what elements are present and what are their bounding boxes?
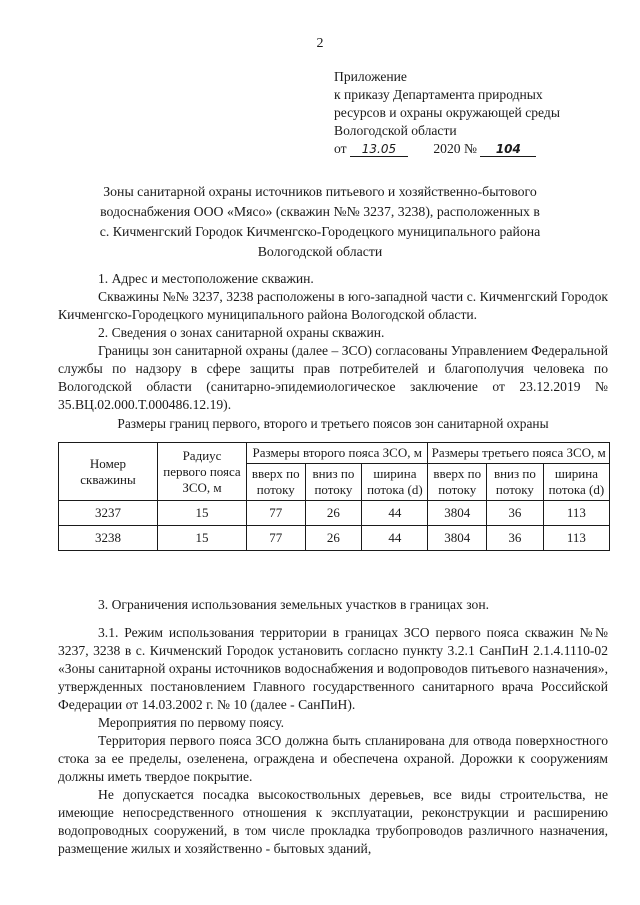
order-year: 2020: [433, 141, 461, 156]
document-title: [40, 182, 600, 262]
table-cell: 36: [487, 526, 544, 551]
title-line: Вологодской области: [257, 244, 383, 259]
order-date-line: [334, 140, 624, 158]
section-1-heading: 1. Адрес и местоположение скважин.: [98, 271, 314, 286]
appendix-line: ресурсов и охраны окружающей среды: [334, 105, 560, 120]
section-2-heading: 2. Сведения о зонах санитарной охраны скважин.: [98, 325, 385, 340]
table-cell: 15: [158, 501, 247, 526]
section-2-text: Границы зон санитарной охраны (далее – ЗСО) согласованы Управлением Федеральной службы по надзору в сфере защиты прав потребителей и благополучия человека по Вологодской области (санитарно-эпидемиологическое заключение от 23.12.2019 № 35.ВЦ.02.000.Т.000486.12.19).: [58, 343, 608, 412]
page-number: 2: [316, 36, 324, 51]
header-third-belt: Размеры третьего пояса ЗСО, м: [428, 443, 610, 464]
table-cell: 113: [543, 526, 609, 551]
section-3-paragraph: 3.1. Режим использования территории в границах ЗСО первого пояса скважин №№ 3237, 3238 в с. Кичменский Городок установить согласно пункту 3.2.1 СанПиН 2.1.4.1110-02 «Зоны санитарной охраны источников водоснабжения и водопроводов питьевого назначения», утвержденных постановлением Главного государственного санитарного врача Российской Федерации от 14.03.2002 г. № 10 (далее - СанПиН).: [58, 625, 608, 712]
section-3-paragraph: Мероприятия по первому поясу.: [98, 715, 284, 730]
table-cell: 113: [543, 501, 609, 526]
zone-sizes-table: [58, 442, 610, 551]
title-line: водоснабжения ООО «Мясо» (скважин №№ 3237, 3238), расположенных в: [100, 204, 540, 219]
table-cell: 44: [362, 501, 428, 526]
handwritten-date: 13.05: [350, 142, 408, 157]
appendix-line: к приказу Департамента природных: [334, 87, 543, 102]
header-radius: Радиус первого пояса ЗСО, м: [158, 443, 247, 501]
table-caption: Размеры границ первого, второго и третьего поясов зон санитарной охраны: [117, 416, 549, 431]
header-second-belt: Размеры второго пояса ЗСО, м: [247, 443, 428, 464]
from-label: от: [334, 141, 347, 156]
appendix-block: [334, 68, 624, 158]
table-row: [59, 501, 610, 526]
table-cell: 3804: [428, 526, 487, 551]
header-well-number: Номер скважины: [59, 443, 158, 501]
table-cell: 77: [247, 526, 306, 551]
section-1-text: Скважины №№ 3237, 3238 расположены в юго-западной части с. Кичменгский Городок Кичменгско-Городецкого муниципального района Вологодской области.: [58, 289, 608, 322]
section-3-paragraph: Не допускается посадка высокоствольных деревьев, все виды строительства, не имеющие непосредственного отношения к эксплуатации, реконструкции и расширению водопроводных сооружений, в том числе прокладка трубопроводов различного назначения, размещение жилых и хозяйственно - бытовых зданий,: [58, 787, 608, 856]
header-upstream: вверх по потоку: [247, 464, 306, 501]
table-cell: 3238: [59, 526, 158, 551]
section-1: [58, 270, 608, 324]
handwritten-number: 104: [480, 142, 536, 157]
header-upstream: вверх по потоку: [428, 464, 487, 501]
header-width: ширина потока (d): [543, 464, 609, 501]
table-row: [59, 526, 610, 551]
section-3: [58, 596, 608, 858]
section-3-paragraph: Территория первого пояса ЗСО должна быть спланирована для отвода поверхностного стока за ее пределы, озеленена, ограждена и обеспечена охраной. Дорожки к сооружениям должны иметь твердое покрытие.: [58, 733, 608, 784]
appendix-line: Приложение: [334, 69, 407, 84]
table-cell: 26: [305, 501, 362, 526]
table-cell: 26: [305, 526, 362, 551]
header-downstream: вниз по потоку: [305, 464, 362, 501]
table-cell: 44: [362, 526, 428, 551]
title-line: Зоны санитарной охраны источников питьевого и хозяйственно-бытового: [103, 184, 537, 199]
number-sign: №: [463, 141, 477, 156]
table-cell: 15: [158, 526, 247, 551]
table-cell: 77: [247, 501, 306, 526]
table-cell: 36: [487, 501, 544, 526]
title-line: с. Кичменгский Городок Кичменгско-Городецкого муниципального района: [99, 224, 541, 239]
appendix-line: Вологодской области: [334, 123, 457, 138]
table-cell: 3804: [428, 501, 487, 526]
header-downstream: вниз по потоку: [487, 464, 544, 501]
table-cell: 3237: [59, 501, 158, 526]
header-width: ширина потока (d): [362, 464, 428, 501]
section-3-heading: 3. Ограничения использования земельных участков в границах зон.: [98, 597, 490, 612]
section-2: [58, 324, 608, 414]
